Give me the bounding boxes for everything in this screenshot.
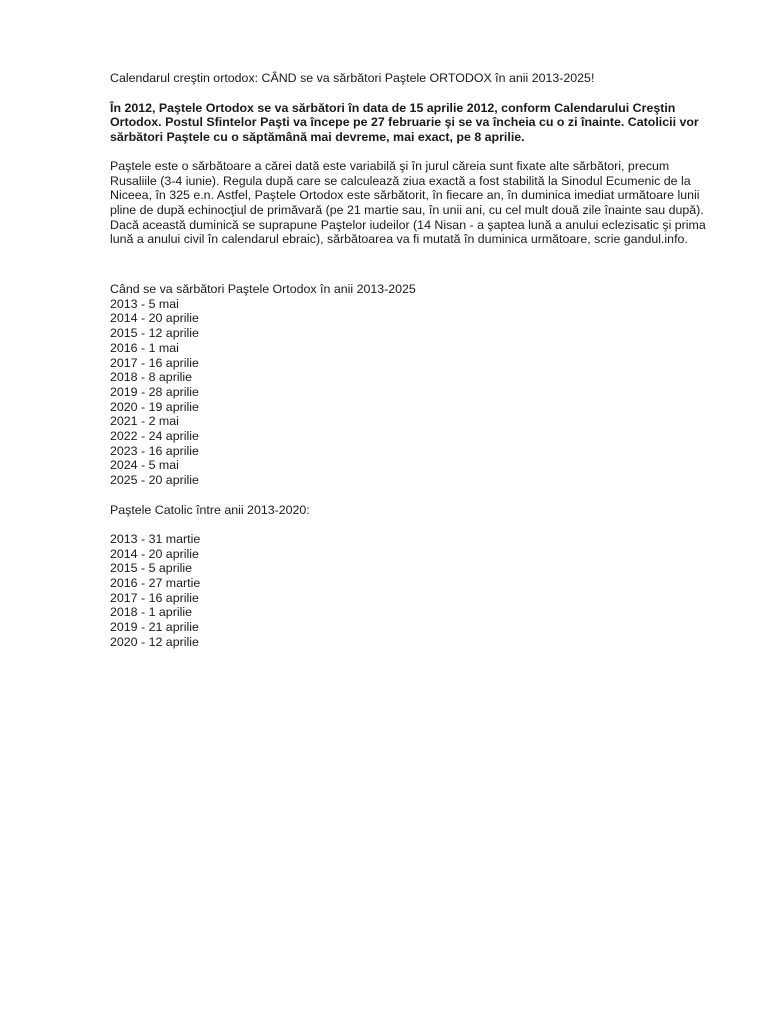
catholic-date-list: [110, 532, 710, 650]
document-page: [110, 71, 710, 650]
catholic-date-item: 2020 - 12 aprilie: [110, 634, 199, 649]
orthodox-date-list: [110, 297, 710, 488]
orthodox-date-item: 2023 - 16 aprilie: [110, 443, 199, 458]
body-paragraph: Paştele este o sărbătoare a cărei dată este variabilă şi în jurul căreia sunt fixate alte sărbători, precum Rusaliile (3-4 iunie). Regula după care se calculează ziua exactă a fost stabilită la Sinodul Ecumenic de la Niceea, în 325 e.n. Astfel, Paştele Ortodox este sărbătorit, în fiecare an, în duminica imediat următoare lunii pline de după echinocţiul de primăvară (pe 21 martie sau, în unii ani, cu cel mult două zile înainte sau după). Dacă această duminică se suprapune Paştelor iudeilor (14 Nisan - a şaptea lună a anului eclezisatic şi prima lună a anului civil în calendarul ebraic), sărbătoarea va fi mutată în duminica următoare, scrie gandul.info.: [110, 158, 706, 247]
orthodox-date-item: 2015 - 12 aprilie: [110, 326, 199, 341]
orthodox-list-heading: Când se va sărbători Paştele Ortodox în anii 2013-2025: [110, 282, 416, 297]
catholic-date-item: 2014 - 20 aprilie: [110, 546, 199, 561]
lead-paragraph: În 2012, Paştele Ortodox se va sărbători în data de 15 aprilie 2012, conform Calendarului Creştin Ortodox. Postul Sfintelor Paşti va începe pe 27 februarie şi se va încheia cu o zi înainte. Catolicii vor sărbători Paştele cu o săptămână mai devreme, mai exact, pe 8 aprilie.: [110, 100, 699, 145]
orthodox-date-item: 2025 - 20 aprilie: [110, 473, 199, 488]
catholic-date-item: 2013 - 31 martie: [110, 531, 201, 546]
orthodox-date-item: 2022 - 24 aprilie: [110, 429, 199, 444]
catholic-date-item: 2016 - 27 martie: [110, 576, 201, 591]
catholic-list-heading: Paştele Catolic între anii 2013-2020:: [110, 502, 310, 517]
orthodox-date-item: 2024 - 5 mai: [110, 458, 179, 473]
orthodox-date-item: 2021 - 2 mai: [110, 414, 179, 429]
catholic-date-item: 2018 - 1 aprilie: [110, 605, 192, 620]
catholic-date-item: 2017 - 16 aprilie: [110, 590, 199, 605]
orthodox-date-item: 2013 - 5 mai: [110, 296, 179, 311]
orthodox-date-item: 2018 - 8 aprilie: [110, 370, 192, 385]
orthodox-date-item: 2020 - 19 aprilie: [110, 399, 199, 414]
document-title: Calendarul creştin ortodox: CÂND se va sărbători Paştele ORTODOX în anii 2013-2025!: [110, 71, 595, 85]
orthodox-date-item: 2017 - 16 aprilie: [110, 355, 199, 370]
orthodox-date-item: 2014 - 20 aprilie: [110, 311, 199, 326]
catholic-date-item: 2015 - 5 aprilie: [110, 561, 192, 576]
catholic-date-item: 2019 - 21 aprilie: [110, 620, 199, 635]
orthodox-date-item: 2016 - 1 mai: [110, 340, 179, 355]
orthodox-date-item: 2019 - 28 aprilie: [110, 384, 199, 399]
